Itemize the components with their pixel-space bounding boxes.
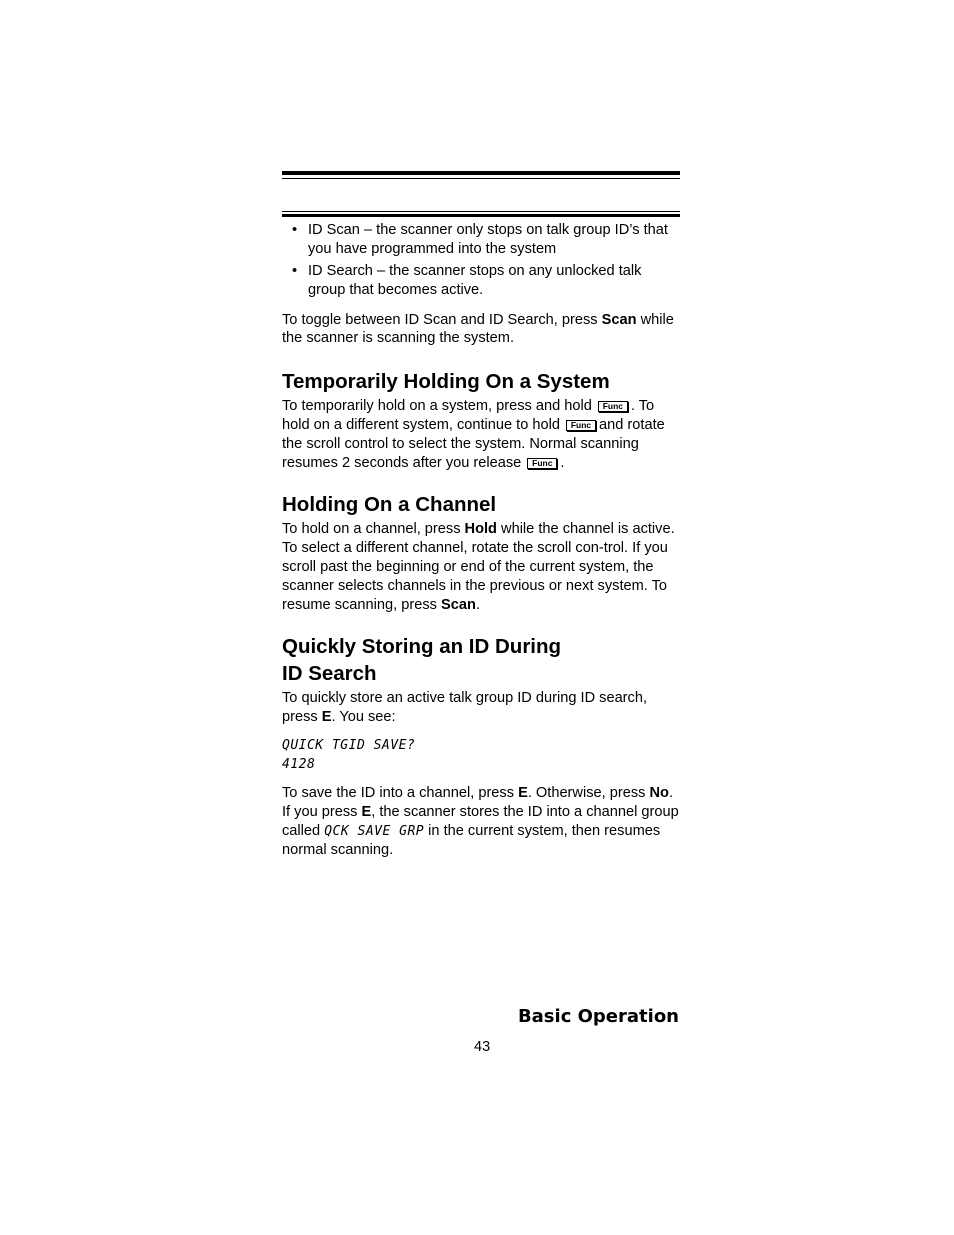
page-number: 43 <box>474 1039 491 1055</box>
heading-quick-store: Quickly Storing an ID During ID Search <box>282 635 562 686</box>
list-item: • ID Search – the scanner stops on any unlocked talk group that becomes active. <box>292 263 642 298</box>
save-paragraph: To save the ID into a channel, press E. Otherwise, press No. If you press E, the scanner stores the ID into a channel group called QCK SAVE GRP in the current system, then resumes normal scanning. <box>282 785 679 859</box>
heading-temporarily-holding: Temporarily Holding On a System <box>282 370 610 394</box>
func-key-icon: Func <box>527 458 557 469</box>
toggle-paragraph: To toggle between ID Scan and ID Search, press Scan while the scanner is scanning the system. <box>282 311 674 347</box>
list-item: • ID Scan – the scanner only stops on talk group ID’s that you have programmed into the system <box>292 222 668 257</box>
quick-store-paragraph: To quickly store an active talk group ID during ID search, press E. You see: <box>282 690 648 726</box>
hold-channel-paragraph: To hold on a channel, press Hold while the channel is active. To select a different channel, rotate the scroll con-trol. If you scroll past the beginning or end of the current system, the scanner selects channels in the previous or next system. To resume scanning, press Scan. <box>282 521 675 613</box>
footer-section-title: Basic Operation <box>517 1006 679 1027</box>
top-rule <box>282 171 680 179</box>
heading-holding-channel: Holding On a Channel <box>282 493 497 517</box>
lcd-display-text: QUICK TGID SAVE? 4128 <box>282 738 416 773</box>
func-key-icon: Func <box>566 420 596 431</box>
bullet-list <box>282 221 680 300</box>
section-rule <box>282 211 680 217</box>
temp-hold-paragraph: To temporarily hold on a system, press and hold Func . To hold on a different system, continue to hold Func and rotate the scroll control to select the system. Normal scanning resumes 2 seconds after you release Func . <box>282 398 665 471</box>
lcd-inline-text: QCK SAVE GRP <box>324 823 425 839</box>
func-key-icon: Func <box>598 401 628 412</box>
page-content <box>282 221 680 860</box>
